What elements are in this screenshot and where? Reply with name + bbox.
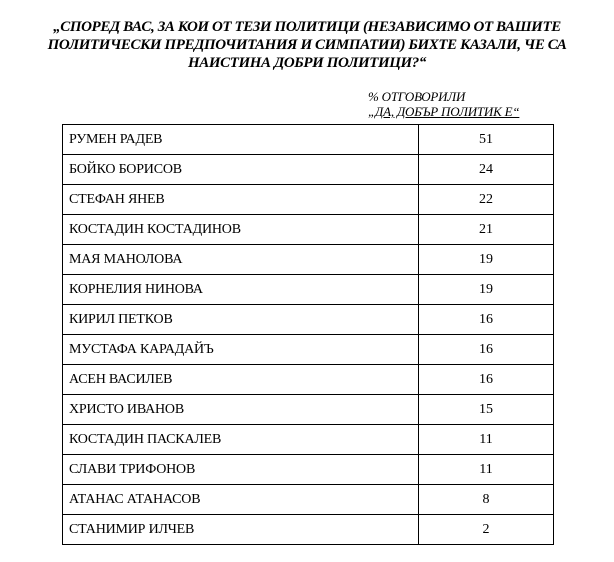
politician-name-cell: МАЯ МАНОЛОВА [63,245,419,275]
politician-name-cell: КОСТАДИН КОСТАДИНОВ [63,215,419,245]
table-row [63,365,554,395]
politician-name-cell: РУМЕН РАДЕВ [63,125,419,155]
table-row [63,155,554,185]
percent-value-cell: 2 [419,515,554,545]
politician-name-cell: СТЕФАН ЯНЕВ [63,185,419,215]
table-row [63,275,554,305]
politician-name-cell: КИРИЛ ПЕТКОВ [63,305,419,335]
results-table-body [63,125,554,545]
table-row [63,125,554,155]
table-row [63,305,554,335]
value-column-header [368,89,519,119]
politician-name-cell: БОЙКО БОРИСОВ [63,155,419,185]
percent-value-cell: 11 [419,455,554,485]
politician-name-cell: СТАНИМИР ИЛЧЕВ [63,515,419,545]
percent-value-cell: 22 [419,185,554,215]
table-row [63,425,554,455]
table-row [63,215,554,245]
percent-value-cell: 16 [419,305,554,335]
politician-name-cell: КОСТАДИН ПАСКАЛЕВ [63,425,419,455]
table-row [63,335,554,365]
percent-value-cell: 16 [419,365,554,395]
percent-value-cell: 19 [419,245,554,275]
title-line-3: НАИСТИНА ДОБРИ ПОЛИТИЦИ?“ [187,55,427,71]
percent-value-cell: 24 [419,155,554,185]
politician-name-cell: АСЕН ВАСИЛЕВ [63,365,419,395]
table-row [63,185,554,215]
percent-value-cell: 8 [419,485,554,515]
table-row [63,455,554,485]
table-row [63,245,554,275]
politician-name-cell: АТАНАС АТАНАСОВ [63,485,419,515]
table-row [63,485,554,515]
value-column-header-line-2: „ДА, ДОБЪР ПОЛИТИК Е“ [368,104,520,119]
percent-value-cell: 21 [419,215,554,245]
table-row [63,515,554,545]
percent-value-cell: 51 [419,125,554,155]
politician-name-cell: МУСТАФА КАРАДАЙЪ [63,335,419,365]
percent-value-cell: 16 [419,335,554,365]
value-column-header-line-1: % ОТГОВОРИЛИ [368,89,466,104]
survey-question-title [0,18,614,72]
percent-value-cell: 19 [419,275,554,305]
percent-value-cell: 15 [419,395,554,425]
politician-name-cell: СЛАВИ ТРИФОНОВ [63,455,419,485]
politician-name-cell: ХРИСТО ИВАНОВ [63,395,419,425]
table-row [63,395,554,425]
politicians-results-table [62,124,554,545]
title-line-1: „СПОРЕД ВАС, ЗА КОИ ОТ ТЕЗИ ПОЛИТИЦИ (НЕЗАВИСИМО ОТ ВАШИТЕ [53,19,561,35]
politician-name-cell: КОРНЕЛИЯ НИНОВА [63,275,419,305]
title-line-2: ПОЛИТИЧЕСКИ ПРЕДПОЧИТАНИЯ И СИМПАТИИ) БИХТЕ КАЗАЛИ, ЧЕ СА [47,37,567,53]
percent-value-cell: 11 [419,425,554,455]
